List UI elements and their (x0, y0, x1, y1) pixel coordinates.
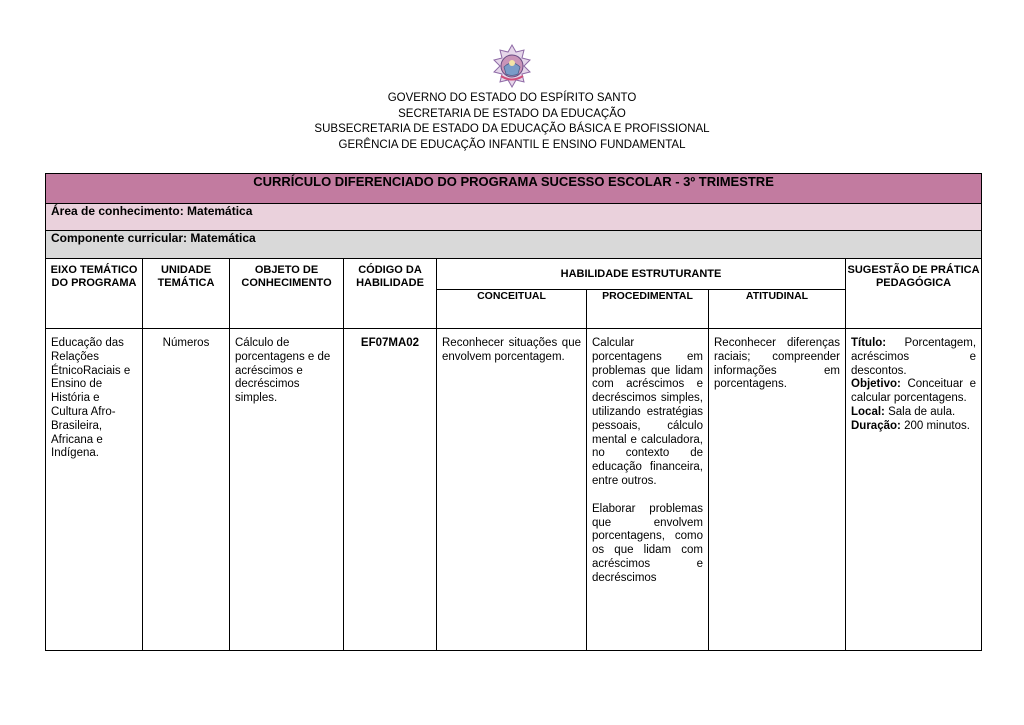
duracao-value: 200 minutos. (904, 419, 970, 432)
table-title: CURRÍCULO DIFERENCIADO DO PROGRAMA SUCESSO ESCOLAR - 3º TRIMESTRE (46, 174, 982, 204)
sugestao-local (851, 406, 976, 420)
document-header (0, 91, 1024, 153)
cell-objeto: Cálculo de porcentagens e de acréscimos e decréscimos simples. (230, 329, 344, 651)
sugestao-titulo (851, 337, 976, 378)
cell-atitudinal: Reconhecer diferenças raciais; compreender informações em porcentagens. (709, 329, 846, 651)
col-header-conceitual: CONCEITUAL (437, 290, 587, 329)
local-value: Sala de aula. (888, 405, 956, 418)
col-header-eixo: EIXO TEMÁTICO DO PROGRAMA (46, 259, 143, 329)
sugestao-objetivo (851, 378, 976, 406)
header-line-gerencia: GERÊNCIA DE EDUCAÇÃO INFANTIL E ENSINO FUNDAMENTAL (338, 138, 686, 151)
col-header-procedimental: PROCEDIMENTAL (587, 290, 709, 329)
componente-curricular: Componente curricular: Matemática (46, 231, 982, 259)
cell-codigo: EF07MA02 (344, 329, 437, 651)
col-header-unidade: UNIDADE TEMÁTICA (143, 259, 230, 329)
header-line-governo: GOVERNO DO ESTADO DO ESPÍRITO SANTO (387, 92, 637, 104)
col-header-sugestao: SUGESTÃO DE PRÁTICA PEDAGÓGICA (846, 259, 982, 329)
cell-procedimental (587, 329, 709, 651)
objetivo-label: Objetivo: (851, 378, 901, 391)
procedimental-paragraph-1: Calcular porcentagens em problemas que lidam com acréscimos e decréscimos simples, utilizando estratégias pessoais, cálculo mental e calculadora, no contexto de educação financeira, entre outros. (592, 337, 703, 487)
titulo-value: Porcentagem, acréscimos e descontos. (851, 337, 977, 377)
cell-unidade: Números (143, 329, 230, 651)
objetivo-value: Conceituar e calcular porcentagens. (851, 378, 977, 405)
header-line-secretaria: SECRETARIA DE ESTADO DA EDUCAÇÃO (398, 107, 626, 120)
titulo-label: Título: (851, 337, 887, 349)
sugestao-duracao (851, 420, 976, 434)
table-row (46, 329, 982, 651)
duracao-label: Duração: (851, 419, 901, 432)
local-label: Local: (851, 405, 885, 418)
cell-sugestao (846, 329, 982, 651)
cell-conceitual: Reconhecer situações que envolvem porcentagem. (437, 329, 587, 651)
curriculum-table (45, 173, 982, 651)
paragraph-gap (592, 489, 703, 503)
coat-of-arms-icon (489, 43, 535, 89)
header-line-subsecretaria: SUBSECRETARIA DE ESTADO DA EDUCAÇÃO BÁSICA E PROFISSIONAL (314, 123, 710, 135)
col-header-objeto: OBJETO DE CONHECIMENTO (230, 259, 344, 329)
procedimental-paragraph-2: Elaborar problemas que envolvem porcentagens, como os que lidam com acréscimos e decréscimos (592, 502, 703, 584)
area-conhecimento: Área de conhecimento: Matemática (46, 204, 982, 231)
col-header-atitudinal: ATITUDINAL (709, 290, 846, 329)
col-header-habilidade: HABILIDADE ESTRUTURANTE (437, 259, 846, 290)
cell-eixo: Educação das Relações ÉtnicoRaciais e Ensino de História e Cultura Afro-Brasileira, Africana e Indígena. (46, 329, 143, 651)
col-header-codigo: CÓDIGO DA HABILIDADE (344, 259, 437, 329)
